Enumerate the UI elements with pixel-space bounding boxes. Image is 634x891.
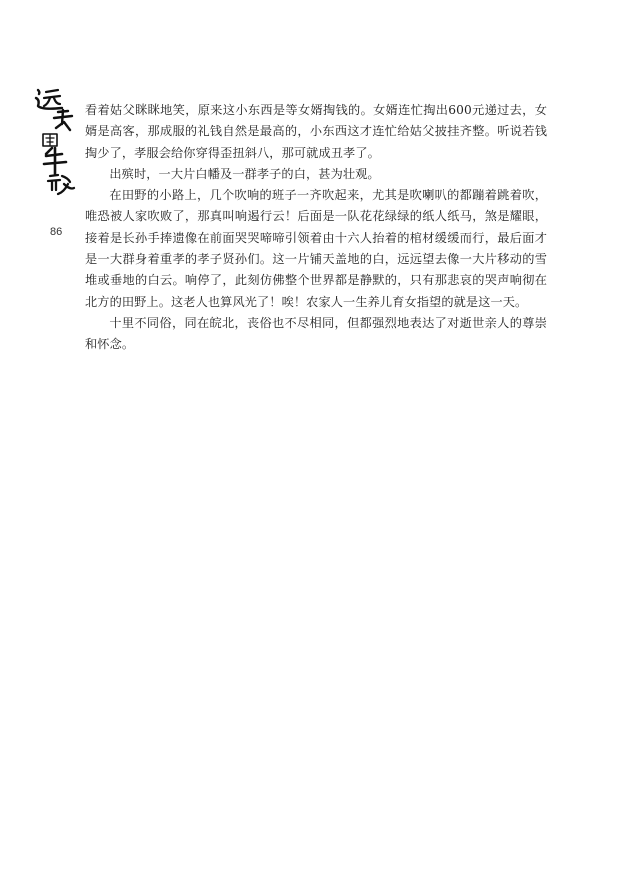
paragraph: 在田野的小路上，几个吹响的班子一齐吹起来，尤其是吹喇叭的都蹦着跳着吹，唯恐被人家吹败了，那真叫响遏行云！后面是一队花花绿绿的纸人纸马，煞是耀眼，接着是长孙手捧遗像在前面哭哭啼啼引领着由十六人抬着的棺材缓缓而行，最后面才是一大群身着重孝的孝子贤孙们。这一片铺天盖地的白，远远望去像一大片移动的雪堆或垂地的白云。响停了，此刻仿佛整个世界都是静默的，只有那悲哀的哭声响彻在北方的田野上。这老人也算风光了！唉！农家人一生养儿育女指望的就是这一天。	[85, 188, 547, 309]
page-text-body	[85, 100, 547, 356]
page-number: 86	[50, 226, 63, 238]
paragraph: 十里不同俗，同在皖北，丧俗也不尽相同，但都强烈地表达了对逝世亲人的尊崇和怀念。	[85, 315, 547, 352]
paragraph: 看着姑父眯眯地笑，原来这小东西是等女婿掏钱的。女婿连忙掏出600元递过去，女婿是高客，那成服的礼钱自然是最高的，小东西这才连忙给姑父披挂齐整。听说若钱掏少了，孝服会给你穿得歪扭斜八，那可就成丑孝了。	[85, 103, 547, 160]
calligraphy-title-icon	[28, 78, 80, 198]
paragraph: 出殡时，一大片白幡及一群孝子的白，甚为壮观。	[109, 166, 380, 181]
book-title-calligraphy	[28, 78, 80, 198]
